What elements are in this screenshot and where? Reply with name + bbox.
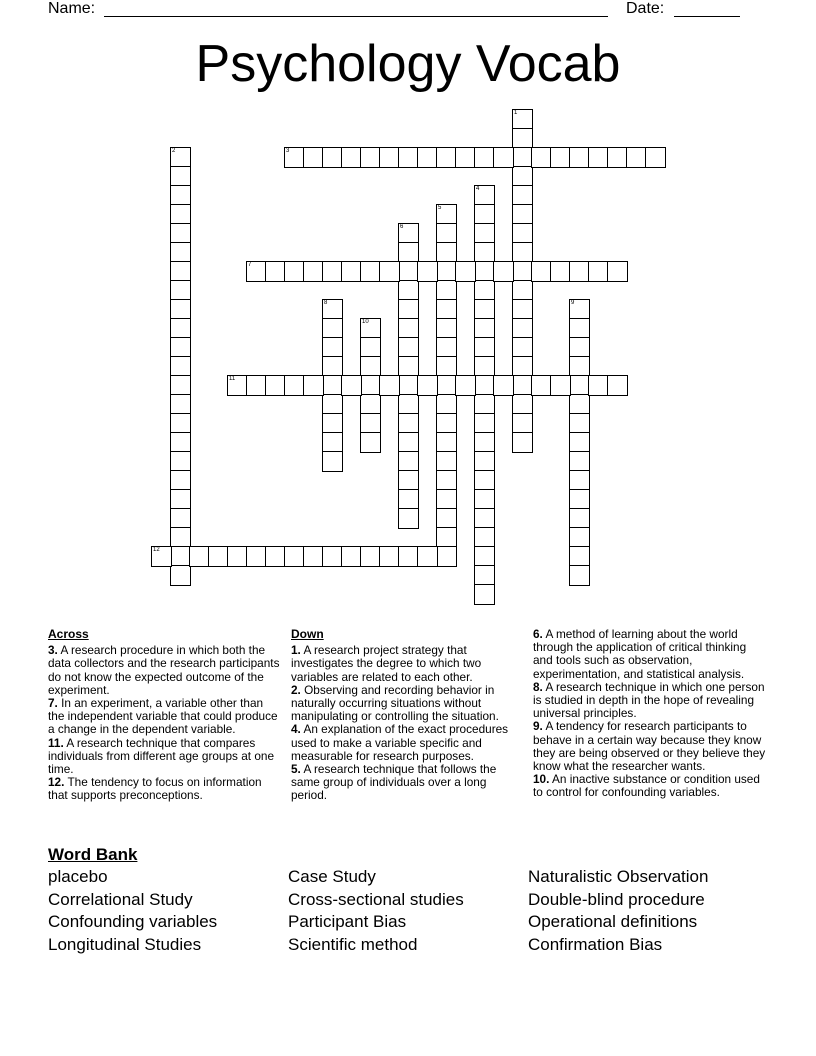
clue-num: 4. [291, 722, 301, 737]
clue-number: 1 [514, 110, 518, 116]
down-heading: Down [291, 627, 324, 641]
clue-num: 7. [48, 696, 58, 711]
crossword-cell[interactable] [569, 546, 590, 567]
crossword-cell[interactable] [493, 375, 514, 396]
crossword-cell[interactable] [322, 375, 343, 396]
crossword-cell[interactable] [626, 147, 647, 168]
crossword-cell[interactable] [474, 356, 495, 377]
crossword-cell[interactable] [398, 242, 419, 263]
crossword-cell[interactable] [588, 147, 609, 168]
clue-number: 5 [438, 205, 442, 211]
crossword-cell[interactable] [474, 318, 495, 339]
crossword-cell[interactable] [436, 527, 457, 548]
crossword-cell[interactable] [170, 432, 191, 453]
crossword-cell[interactable] [322, 261, 343, 282]
crossword-cell[interactable] [474, 204, 495, 225]
crossword-cell[interactable] [569, 318, 590, 339]
down-clues-continued [533, 628, 769, 800]
crossword-cell[interactable] [360, 147, 381, 168]
crossword-cell[interactable] [360, 546, 381, 567]
crossword-cell[interactable] [284, 546, 305, 567]
crossword-cell[interactable] [341, 375, 362, 396]
clue-text: Observing and recording behavior in naturally occurring situations without manipulating or controlling the situation. [291, 682, 499, 724]
crossword-cell[interactable] [170, 337, 191, 358]
crossword-cell[interactable] [436, 147, 457, 168]
crossword-cell[interactable] [455, 261, 476, 282]
crossword-cell[interactable] [398, 280, 419, 301]
crossword-cell[interactable] [284, 147, 305, 168]
crossword-cell[interactable] [436, 318, 457, 339]
crossword-cell[interactable] [398, 299, 419, 320]
date-label: Date: [626, 0, 665, 17]
clue-number: 4 [476, 186, 480, 192]
crossword-cell[interactable] [417, 546, 438, 567]
clue-num: 8. [533, 679, 543, 694]
crossword-cell[interactable] [474, 413, 495, 434]
crossword-cell[interactable] [474, 375, 495, 396]
crossword-cell[interactable] [436, 337, 457, 358]
word-bank-item: Cross-sectional studies [288, 889, 464, 909]
crossword-cell[interactable] [512, 261, 533, 282]
crossword-cell[interactable] [379, 546, 400, 567]
clue-text: An explanation of the exact procedures used to make a variable specific and measurable for research purposes. [291, 722, 509, 763]
crossword-cell[interactable] [569, 299, 590, 320]
clue [533, 681, 769, 721]
crossword-cell[interactable] [284, 261, 305, 282]
crossword-cell[interactable] [436, 546, 457, 567]
crossword-cell[interactable] [341, 261, 362, 282]
crossword-cell[interactable] [550, 261, 571, 282]
clue [291, 723, 523, 763]
name-label: Name: [48, 0, 96, 17]
crossword-cell[interactable] [531, 261, 552, 282]
crossword-cell[interactable] [398, 451, 419, 472]
crossword-cell[interactable] [607, 261, 628, 282]
crossword-cell[interactable] [360, 432, 381, 453]
clue-number: 3 [286, 148, 290, 154]
crossword-cell[interactable] [512, 147, 533, 168]
word-bank-item: Confounding variables [48, 912, 218, 931]
crossword-cell[interactable] [569, 356, 590, 377]
crossword-cell[interactable] [170, 546, 191, 567]
across-clues [48, 628, 282, 803]
crossword-cell[interactable] [474, 565, 495, 586]
crossword-cell[interactable] [512, 413, 533, 434]
crossword-cell[interactable] [474, 489, 495, 510]
clue-number: 12 [153, 547, 160, 553]
crossword-cell[interactable] [474, 584, 495, 605]
crossword-cell[interactable] [436, 375, 457, 396]
clue [291, 644, 523, 684]
crossword-cell[interactable] [436, 489, 457, 510]
crossword-cell[interactable] [284, 375, 305, 396]
clue-text: An inactive substance or condition used to control for confounding variables. [533, 772, 760, 800]
crossword-cell[interactable] [170, 470, 191, 491]
crossword-cell[interactable] [512, 128, 533, 149]
crossword-cell[interactable] [436, 470, 457, 491]
word-bank [48, 845, 768, 954]
clue-text: The tendency to focus on information that supports preconceptions. [48, 775, 262, 803]
crossword-cell[interactable] [398, 223, 419, 244]
clue-text: A tendency for research participants to behave in a certain way because they know they are being observed or they believe they know what the researcher wants. [533, 719, 766, 774]
clue [533, 628, 769, 681]
crossword-cell[interactable] [474, 185, 495, 206]
crossword-cell[interactable] [360, 356, 381, 377]
crossword-cell[interactable] [569, 147, 590, 168]
crossword-cell[interactable] [170, 280, 191, 301]
crossword-cell[interactable] [436, 223, 457, 244]
crossword-cell[interactable] [170, 318, 191, 339]
crossword-cell[interactable] [398, 375, 419, 396]
down-clue-list [291, 644, 523, 802]
word-bank-item: placebo [48, 867, 108, 886]
crossword-cell[interactable] [474, 451, 495, 472]
crossword-cell[interactable] [512, 337, 533, 358]
clue-text: A research procedure in which both the data collectors and the research participants do not know the expected outcome of the experiment. [48, 643, 280, 697]
crossword-cell[interactable] [170, 147, 191, 168]
crossword-cell[interactable] [303, 147, 324, 168]
crossword-cell[interactable] [398, 337, 419, 358]
clue [291, 684, 523, 724]
crossword-cell[interactable] [436, 432, 457, 453]
crossword-cell[interactable] [170, 413, 191, 434]
crossword-cell[interactable] [512, 375, 533, 396]
crossword-cell[interactable] [474, 223, 495, 244]
crossword-cell[interactable] [417, 147, 438, 168]
crossword-cell[interactable] [303, 375, 324, 396]
crossword-cell[interactable] [170, 242, 191, 263]
crossword-cell[interactable] [322, 299, 343, 320]
crossword-cell[interactable] [170, 508, 191, 529]
crossword-cell[interactable] [569, 470, 590, 491]
crossword-cell[interactable] [474, 280, 495, 301]
crossword-cell[interactable] [474, 432, 495, 453]
crossword-cell[interactable] [360, 413, 381, 434]
crossword-cell[interactable] [170, 565, 191, 586]
crossword-cell[interactable] [398, 356, 419, 377]
crossword-cell[interactable] [512, 356, 533, 377]
crossword-cell[interactable] [170, 356, 191, 377]
clue-number: 10 [362, 319, 369, 325]
clue-text: A research technique in which one person is studied in depth in the hope of revealing universal principles. [533, 679, 765, 721]
clue-num: 12. [48, 775, 65, 790]
word-bank-item: Case Study [288, 867, 376, 886]
clue [48, 776, 282, 802]
crossword-cell[interactable] [170, 489, 191, 510]
crossword-cell[interactable] [341, 546, 362, 567]
crossword-cell[interactable] [360, 318, 381, 339]
clue-num: 2. [291, 682, 301, 697]
clue-num: 10. [533, 772, 550, 787]
crossword-cell[interactable] [322, 394, 343, 415]
crossword-cell[interactable] [417, 261, 438, 282]
crossword-cell[interactable] [474, 546, 495, 567]
word-bank-item: Correlational Study [48, 889, 193, 909]
crossword-cell[interactable] [246, 261, 267, 282]
page-title: Psychology Vocab [195, 35, 621, 93]
crossword-cell[interactable] [436, 280, 457, 301]
crossword-cell[interactable] [512, 280, 533, 301]
crossword-cell[interactable] [512, 185, 533, 206]
clue-num: 5. [291, 762, 301, 777]
clue-num: 3. [48, 643, 58, 658]
crossword-cell[interactable] [436, 261, 457, 282]
crossword-cell[interactable] [265, 261, 286, 282]
crossword-cell[interactable] [512, 432, 533, 453]
crossword-cell[interactable] [512, 204, 533, 225]
crossword-cell[interactable] [607, 147, 628, 168]
crossword-cell[interactable] [512, 318, 533, 339]
crossword-cell[interactable] [474, 527, 495, 548]
crossword-cell[interactable] [170, 185, 191, 206]
crossword-cell[interactable] [322, 318, 343, 339]
crossword-cell[interactable] [531, 375, 552, 396]
across-clue-list [48, 644, 282, 802]
clue [48, 737, 282, 777]
crossword-cell[interactable] [474, 242, 495, 263]
clue-num: 9. [533, 719, 543, 734]
crossword-cell[interactable] [322, 147, 343, 168]
crossword-cell[interactable] [436, 242, 457, 263]
crossword-cell[interactable] [436, 508, 457, 529]
crossword-cell[interactable] [170, 394, 191, 415]
crossword-cell[interactable] [569, 489, 590, 510]
word-bank-item: Participant Bias [288, 912, 407, 931]
crossword-cell[interactable] [360, 261, 381, 282]
crossword-cell[interactable] [512, 223, 533, 244]
crossword-cell[interactable] [436, 394, 457, 415]
down-clue-list-continued [533, 628, 769, 800]
crossword-cell[interactable] [550, 147, 571, 168]
word-bank-item: Operational definitions [528, 912, 698, 931]
crossword-cell[interactable] [170, 166, 191, 187]
clue-text: A research technique that compares individuals from different age groups at one time. [48, 735, 275, 777]
crossword-cell[interactable] [227, 375, 248, 396]
crossword-cell[interactable] [569, 527, 590, 548]
crossword-cell[interactable] [493, 147, 514, 168]
crossword-cell[interactable] [170, 451, 191, 472]
crossword-cell[interactable] [512, 299, 533, 320]
crossword-cell[interactable] [569, 413, 590, 434]
crossword-cell[interactable] [436, 299, 457, 320]
crossword-cell[interactable] [322, 413, 343, 434]
clue-number: 6 [400, 224, 404, 230]
clue-num: 6. [533, 627, 543, 641]
crossword-cell[interactable] [170, 204, 191, 225]
clue-number: 2 [172, 148, 176, 154]
crossword-cell[interactable] [607, 375, 628, 396]
crossword-cell[interactable] [550, 375, 571, 396]
word-bank-item: Longitudinal Studies [48, 934, 202, 954]
crossword-cell[interactable] [322, 432, 343, 453]
crossword-cell[interactable] [455, 375, 476, 396]
crossword-cell[interactable] [379, 375, 400, 396]
crossword-cell[interactable] [322, 546, 343, 567]
crossword-cell[interactable] [360, 394, 381, 415]
crossword-cell[interactable] [569, 394, 590, 415]
crossword-cell[interactable] [588, 375, 609, 396]
clue-num: 1. [291, 643, 301, 658]
crossword-cell[interactable] [398, 546, 419, 567]
crossword-cell[interactable] [398, 508, 419, 529]
crossword-cell[interactable] [398, 394, 419, 415]
crossword-cell[interactable] [569, 375, 590, 396]
crossword-cell[interactable] [265, 546, 286, 567]
crossword-cell[interactable] [474, 299, 495, 320]
clue-num: 11. [48, 735, 64, 750]
crossword-cell[interactable] [379, 261, 400, 282]
crossword-cell[interactable] [645, 147, 666, 168]
word-bank-item: Confirmation Bias [528, 934, 663, 954]
crossword-cell[interactable] [322, 356, 343, 377]
clue-text: In an experiment, a variable other than the independent variable that could produce a change in the dependent variable. [48, 696, 278, 737]
crossword-cell[interactable] [398, 261, 419, 282]
crossword-cell[interactable] [569, 337, 590, 358]
down-clues [291, 628, 523, 803]
crossword-cell[interactable] [265, 375, 286, 396]
crossword-cell[interactable] [303, 546, 324, 567]
crossword-cell[interactable] [569, 432, 590, 453]
crossword-cell[interactable] [170, 223, 191, 244]
crossword-cell[interactable] [398, 470, 419, 491]
crossword-cell[interactable] [474, 261, 495, 282]
crossword-cell[interactable] [512, 166, 533, 187]
clue-text: A research technique that follows the same group of individuals over a long period. [291, 762, 497, 803]
crossword-cell[interactable] [170, 527, 191, 548]
crossword-cell[interactable] [379, 147, 400, 168]
clue [291, 763, 523, 803]
word-bank-list [48, 867, 768, 954]
clue [533, 720, 769, 773]
crossword-cell[interactable] [455, 147, 476, 168]
word-bank-item: Naturalistic Observation [528, 867, 709, 886]
word-bank-heading: Word Bank [48, 845, 138, 864]
crossword-cell[interactable] [151, 546, 172, 567]
clue-number: 8 [324, 300, 328, 306]
crossword-cell[interactable] [436, 356, 457, 377]
crossword-cell[interactable] [569, 565, 590, 586]
crossword-cell[interactable] [170, 375, 191, 396]
crossword-cell[interactable] [474, 337, 495, 358]
crossword-cell[interactable] [474, 508, 495, 529]
crossword-cell[interactable] [512, 109, 533, 130]
clue [48, 644, 282, 697]
crossword-cell[interactable] [189, 546, 210, 567]
clue-number: 7 [248, 262, 252, 268]
clue-text: A method of learning about the world through the application of critical thinking and tools such as observation, experimentation, and statistical analysis. [533, 627, 747, 681]
crossword-cell[interactable] [398, 432, 419, 453]
crossword-cell[interactable] [436, 413, 457, 434]
crossword-cell[interactable] [170, 261, 191, 282]
crossword-cell[interactable] [512, 394, 533, 415]
crossword-cell[interactable] [322, 337, 343, 358]
crossword-cell[interactable] [531, 147, 552, 168]
crossword-cell[interactable] [569, 508, 590, 529]
word-bank-item: Scientific method [288, 934, 418, 954]
crossword-cell[interactable] [436, 451, 457, 472]
crossword-cell[interactable] [398, 489, 419, 510]
crossword-cell[interactable] [341, 147, 362, 168]
crossword-cell[interactable] [360, 337, 381, 358]
crossword-cell[interactable] [588, 261, 609, 282]
clue-text: A research project strategy that investigates the degree to which two variables are related to each other. [291, 643, 482, 684]
clue-number: 9 [571, 300, 575, 306]
crossword-cell[interactable] [246, 375, 267, 396]
crossword-cell[interactable] [569, 451, 590, 472]
clue [533, 773, 769, 799]
crossword-cell[interactable] [360, 375, 381, 396]
crossword-cell[interactable] [398, 413, 419, 434]
clue-number: 11 [229, 376, 236, 382]
word-bank-item: Double-blind procedure [528, 889, 705, 909]
crossword-cell[interactable] [474, 470, 495, 491]
clue [48, 697, 282, 737]
across-heading: Across [48, 627, 89, 641]
crossword-cell[interactable] [322, 451, 343, 472]
crossword-cell[interactable] [474, 147, 495, 168]
crossword-cell[interactable] [246, 546, 267, 567]
crossword-cell[interactable] [512, 242, 533, 263]
crossword-cell[interactable] [493, 261, 514, 282]
crossword-cell[interactable] [208, 546, 229, 567]
crossword-cell[interactable] [474, 394, 495, 415]
crossword-cell[interactable] [417, 375, 438, 396]
crossword-cell[interactable] [436, 204, 457, 225]
crossword-cell[interactable] [303, 261, 324, 282]
crossword-cell[interactable] [569, 261, 590, 282]
crossword-cell[interactable] [398, 318, 419, 339]
crossword-cell[interactable] [227, 546, 248, 567]
crossword-cell[interactable] [398, 147, 419, 168]
crossword-cell[interactable] [170, 299, 191, 320]
